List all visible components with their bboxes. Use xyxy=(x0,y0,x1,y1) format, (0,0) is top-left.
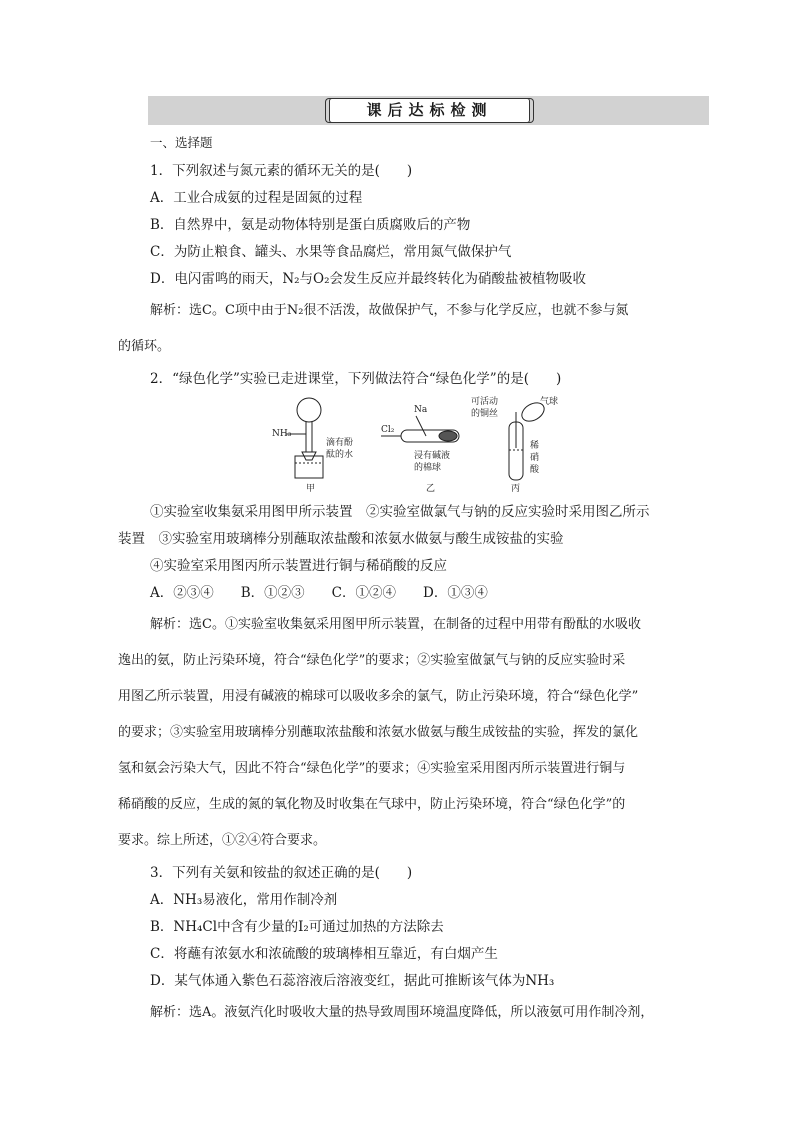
bing-acid-label-1: 稀 xyxy=(530,441,540,451)
yi-na-label: Na xyxy=(414,405,428,415)
question-2-stem: 2．“绿色化学”实验已走进课堂，下列做法符合“绿色化学”的是( ) xyxy=(150,371,562,387)
question-1-analysis-line-1: 解析：选C。C项中由于N₂很不活泼，故做保护气，不参与化学反应，也就不参与氮 xyxy=(150,303,629,318)
jia-nh3-label: NH₃ xyxy=(272,429,292,439)
question-3-option-d: D．某气体通入紫色石蕊溶液后溶液变红，据此可推断该气体为NH₃ xyxy=(150,973,555,989)
question-3-analysis-line-1: 解析：选A。液氨汽化时吸收大量的热导致周围环境温度降低，所以液氨可用作制冷剂， xyxy=(150,1005,654,1020)
bing-balloon-label: 气球 xyxy=(540,397,559,407)
bing-acid-label-2: 硝 xyxy=(530,453,540,463)
jia-label-line-1: 滴有酚 xyxy=(326,438,354,448)
yi-label-line-1: 浸有碱液 xyxy=(414,451,451,461)
question-2-analysis-line: 氢和氨会污染大气，因此不符合“绿色化学”的要求；④实验室采用图丙所示装置进行铜与 xyxy=(118,761,626,776)
question-1-analysis-line-2: 的循环。 xyxy=(118,339,171,354)
section-heading: 一、选择题 xyxy=(150,135,213,150)
question-1-option-a: A．工业合成氨的过程是固氮的过程 xyxy=(150,190,363,206)
yi-label-line-2: 的棉球 xyxy=(414,463,442,473)
yi-caption: 乙 xyxy=(426,484,436,494)
jia-label-line-2: 酞的水 xyxy=(326,450,354,460)
yi-cotton-ball-icon xyxy=(439,431,457,441)
question-2-analysis-line: 解析：选C。①实验室收集氨采用图甲所示装置，在制备的过程中用带有酚酞的水吸收 xyxy=(150,617,641,632)
bing-label-line-2: 的铜丝 xyxy=(471,409,499,419)
jia-caption: 甲 xyxy=(306,484,316,494)
question-2-analysis-line: 的要求；③实验室用玻璃棒分别蘸取浓盐酸和浓氨水做氨与酸生成铵盐的实验，挥发的氯化 xyxy=(118,725,639,740)
question-3-option-b: B．NH₄Cl中含有少量的I₂可通过加热的方法除去 xyxy=(150,919,444,935)
page-title: 课后达标检测 xyxy=(329,98,530,123)
title-bar xyxy=(148,96,709,125)
question-2-analysis-line: 逸出的氨，防止污染环境，符合“绿色化学”的要求；②实验室做氯气与钠的反应实验时采 xyxy=(118,653,626,668)
question-2-analysis-line: 稀硝酸的反应，生成的氮的氧化物及时收集在气球中，防止污染环境，符合“绿色化学”的 xyxy=(118,797,626,812)
question-3-option-a: A．NH₃易液化，常用作制冷剂 xyxy=(150,892,338,908)
question-2-analysis-line: 要求。综上所述，①②④符合要求。 xyxy=(118,833,327,848)
bing-label-line-1: 可活动 xyxy=(471,397,499,407)
apparatus-diagram xyxy=(268,390,578,495)
jia-beaker-icon xyxy=(295,456,323,478)
question-3-option-c: C．将蘸有浓氨水和浓硫酸的玻璃棒相互靠近，有白烟产生 xyxy=(150,946,498,962)
question-2-item-line-1: ①实验室收集氨采用图甲所示装置 ②实验室做氯气与钠的反应实验时采用图乙所示 xyxy=(150,504,650,520)
question-2-analysis-line: 用图乙所示装置，用浸有碱液的棉球可以吸收多余的氯气，防止污染环境，符合“绿色化学” xyxy=(118,689,639,704)
question-2-item-line-3: ④实验室采用图丙所示装置进行铜与稀硝酸的反应 xyxy=(150,558,447,574)
yi-cl2-label: Cl₂ xyxy=(381,425,395,435)
question-1-option-c: C．为防止粮食、罐头、水果等食品腐烂，常用氮气做保护气 xyxy=(150,244,512,260)
bing-acid-label-3: 酸 xyxy=(530,465,540,475)
question-3-stem: 3．下列有关氨和铵盐的叙述正确的是( ) xyxy=(150,865,413,881)
question-1-stem: 1．下列叙述与氮元素的循环无关的是( ) xyxy=(150,163,413,179)
question-2-options: A．②③④ B．①②③ C．①②④ D．①③④ xyxy=(150,585,488,601)
question-1-option-b: B．自然界中，氨是动物体特别是蛋白质腐败后的产物 xyxy=(150,217,471,233)
question-2-item-line-2: 装置 ③实验室用玻璃棒分别蘸取浓盐酸和浓氨水做氨与酸生成铵盐的实验 xyxy=(118,531,564,547)
question-1-option-d: D．电闪雷鸣的雨天，N₂与O₂会发生反应并最终转化为硝酸盐被植物吸收 xyxy=(150,271,587,287)
bing-caption: 丙 xyxy=(511,484,521,494)
apparatus-figure xyxy=(268,390,578,495)
jia-flask-icon xyxy=(297,398,321,422)
